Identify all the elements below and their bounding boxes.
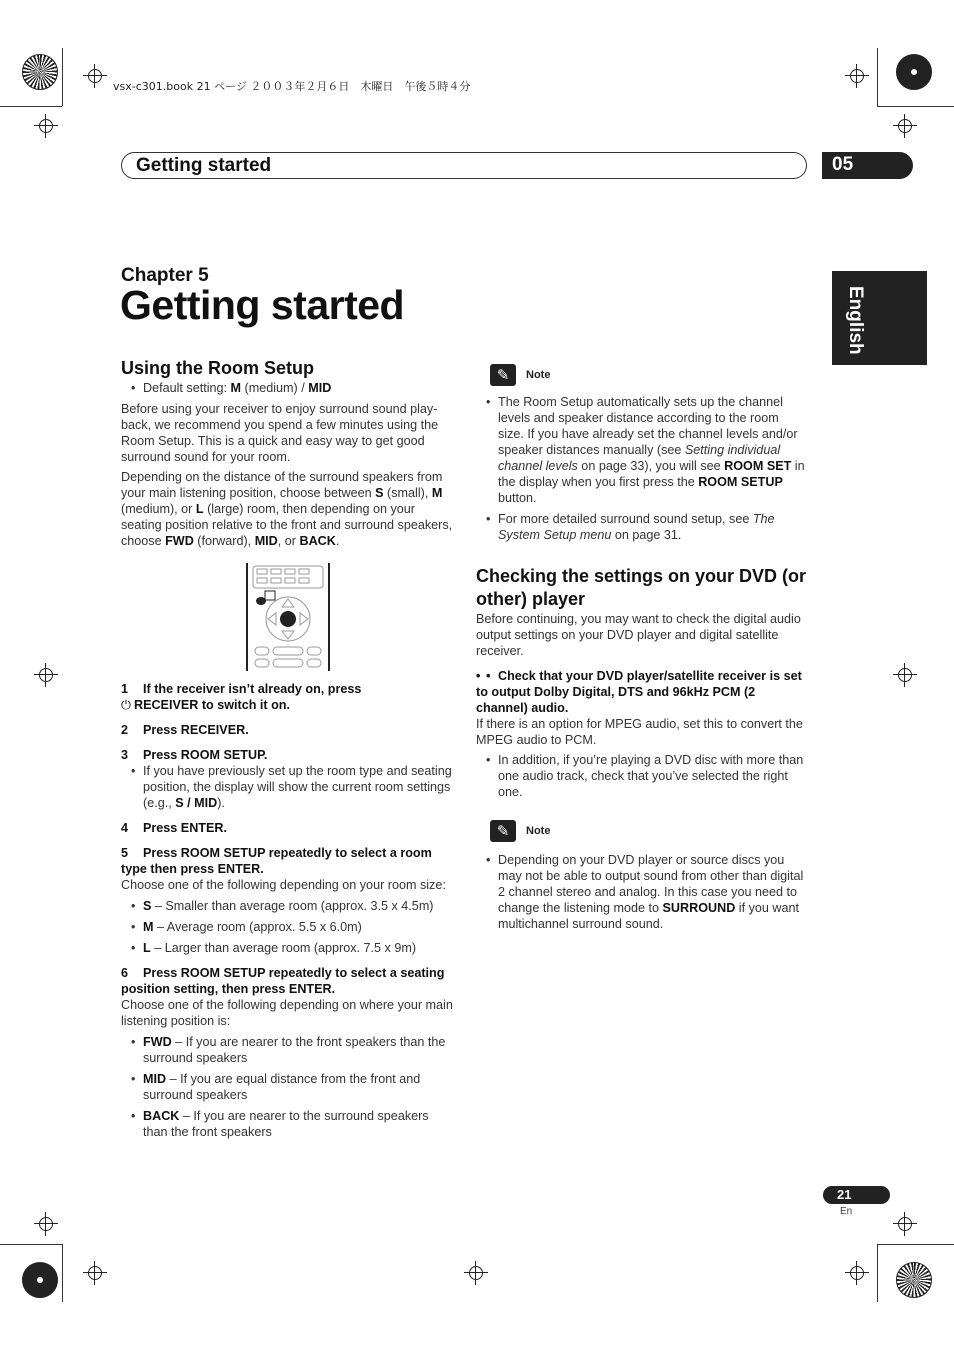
step-1: 1 If the receiver isn’t already on, press ⏻ RECEIVER to switch it on.: [121, 682, 362, 712]
chapter-number: 05: [832, 154, 854, 175]
dvd-check-intro: Before continuing, you may want to check the digital audio output settings on your DVD player and digital satellite receiver.: [476, 612, 801, 658]
registration-disc-icon: [22, 1262, 58, 1298]
step-4: 4 Press ENTER.: [121, 821, 227, 835]
dvd-check-mpeg: If there is an option for MPEG audio, set this to convert the MPEG audio to PCM.: [476, 717, 803, 747]
position-list: [121, 1034, 456, 1140]
crop-mark: [877, 1244, 878, 1302]
crop-mark: [0, 1244, 62, 1245]
list-item: • M – Average room (approx. 5.5 x 6.0m): [121, 919, 456, 935]
remote-control-illustration: [245, 563, 331, 671]
chapter-title: Getting started: [120, 282, 405, 328]
crosshair-icon: [850, 69, 864, 83]
note-item: • For more detailed surround sound setup, see The System Setup menu on page 31.: [476, 511, 808, 543]
page-number: 21: [837, 1187, 852, 1202]
crop-mark: [62, 1244, 63, 1302]
language-tab-label: English: [845, 286, 866, 355]
crosshair-icon: [898, 668, 912, 682]
room-setup-para2: Depending on the distance of the surround speakers from your main listening position, choose between S (small), M (medium), or L (large) room, then depending on your seating position relative to the front and surround speakers, choose FWD (forward), MID, or BACK.: [121, 470, 453, 548]
crosshair-icon: [898, 1217, 912, 1231]
note-item: • Depending on your DVD player or source discs you may not be able to output sound from other than digital 2 channel stereo and analog. In this case you need to change the listening mode to SURROUND if you want multichannel surround sound.: [476, 852, 808, 932]
crosshair-icon: [469, 1266, 483, 1280]
crosshair-icon: [39, 119, 53, 133]
step-2: 2 Press RECEIVER.: [121, 723, 249, 737]
file-header: vsx-c301.book 21 ページ ２００３年２月６日 木曜日 午後５時４分: [113, 80, 471, 93]
crosshair-icon: [850, 1266, 864, 1280]
room-setup-intro: Before using your receiver to enjoy surround sound play-back, we recommend you spend a few minutes using the Room Setup. This is a quick and easy way to get good surround sound for your room.: [121, 402, 439, 464]
running-header-title: Getting started: [136, 155, 272, 176]
list-item: • L – Larger than average room (approx. 7.5 x 9m): [121, 940, 456, 956]
note-header: [490, 820, 808, 842]
crosshair-icon: [898, 119, 912, 133]
step-5-text: Choose one of the following depending on your room size:: [121, 878, 446, 892]
language-tab: [832, 271, 927, 365]
step-5: 5 Press ROOM SETUP repeatedly to select a room type then press ENTER.: [121, 846, 432, 876]
note-header: [490, 364, 808, 386]
section-title-room-setup: Using the Room Setup: [121, 358, 314, 378]
list-item: • MID – If you are equal distance from the front and surround speakers: [121, 1071, 456, 1103]
default-setting: • Default setting: M (medium) / MID: [121, 380, 456, 396]
registration-disc-icon: [22, 54, 58, 90]
page-language: En: [840, 1206, 853, 1217]
remote-control-icon: [245, 563, 331, 671]
crosshair-icon: [88, 69, 102, 83]
crosshair-icon: [39, 668, 53, 682]
list-item: • S – Smaller than average room (approx. 3.5 x 4.5m): [121, 898, 456, 914]
section-title-dvd-check: Checking the settings on your DVD (or other) player: [476, 566, 807, 609]
dvd-check-step: • • Check that your DVD player/satellite receiver is set to output Dolby Digital, DTS and 96kHz PCM (2 channel) audio.: [476, 668, 808, 716]
list-item: • FWD – If you are nearer to the front speakers than the surround speakers: [121, 1034, 456, 1066]
step-3-note: • If you have previously set up the room type and seating position, the display will show the current room settings (e.g., S / MID).: [121, 763, 456, 811]
pencil-icon: ✎: [490, 820, 516, 842]
crop-mark: [877, 1244, 954, 1245]
note-item: • The Room Setup automatically sets up the channel levels and speaker distance according to the room size. If you have already set the channel levels and/or speaker distances manually (see Setting individual channel levels on page 33), you will see ROOM SET in the display when you first press the ROOM SETUP button.: [476, 394, 808, 506]
chapter-number-badge: [822, 152, 913, 179]
step-6-text: Choose one of the following depending on where your main listening position is:: [121, 998, 453, 1028]
right-column: [476, 364, 808, 932]
room-size-list: [121, 898, 456, 956]
crosshair-icon: [88, 1266, 102, 1280]
crop-mark: [0, 106, 62, 107]
note-label: Note: [526, 369, 551, 381]
power-icon: ⏻: [121, 698, 131, 712]
list-item: • BACK – If you are nearer to the surround speakers than the front speakers: [121, 1108, 456, 1140]
crosshair-icon: [39, 1217, 53, 1231]
step-6: 6 Press ROOM SETUP repeatedly to select a seating position setting, then press ENTER.: [121, 966, 445, 996]
chapter-label: Chapter 5: [121, 265, 209, 286]
registration-disc-icon: [896, 54, 932, 90]
crop-mark: [62, 48, 63, 106]
step-3: 3 Press ROOM SETUP.: [121, 748, 268, 762]
note-label: Note: [526, 825, 551, 837]
page-number-badge: [823, 1186, 890, 1204]
running-header: [121, 152, 807, 179]
pencil-icon: ✎: [490, 364, 516, 386]
crop-mark: [877, 48, 878, 106]
dvd-check-bullet: • In addition, if you’re playing a DVD disc with more than one audio track, check that you’ve selected the right one.: [476, 752, 808, 800]
left-column: [121, 357, 456, 1140]
registration-disc-icon: [896, 1262, 932, 1298]
crop-mark: [877, 106, 954, 107]
